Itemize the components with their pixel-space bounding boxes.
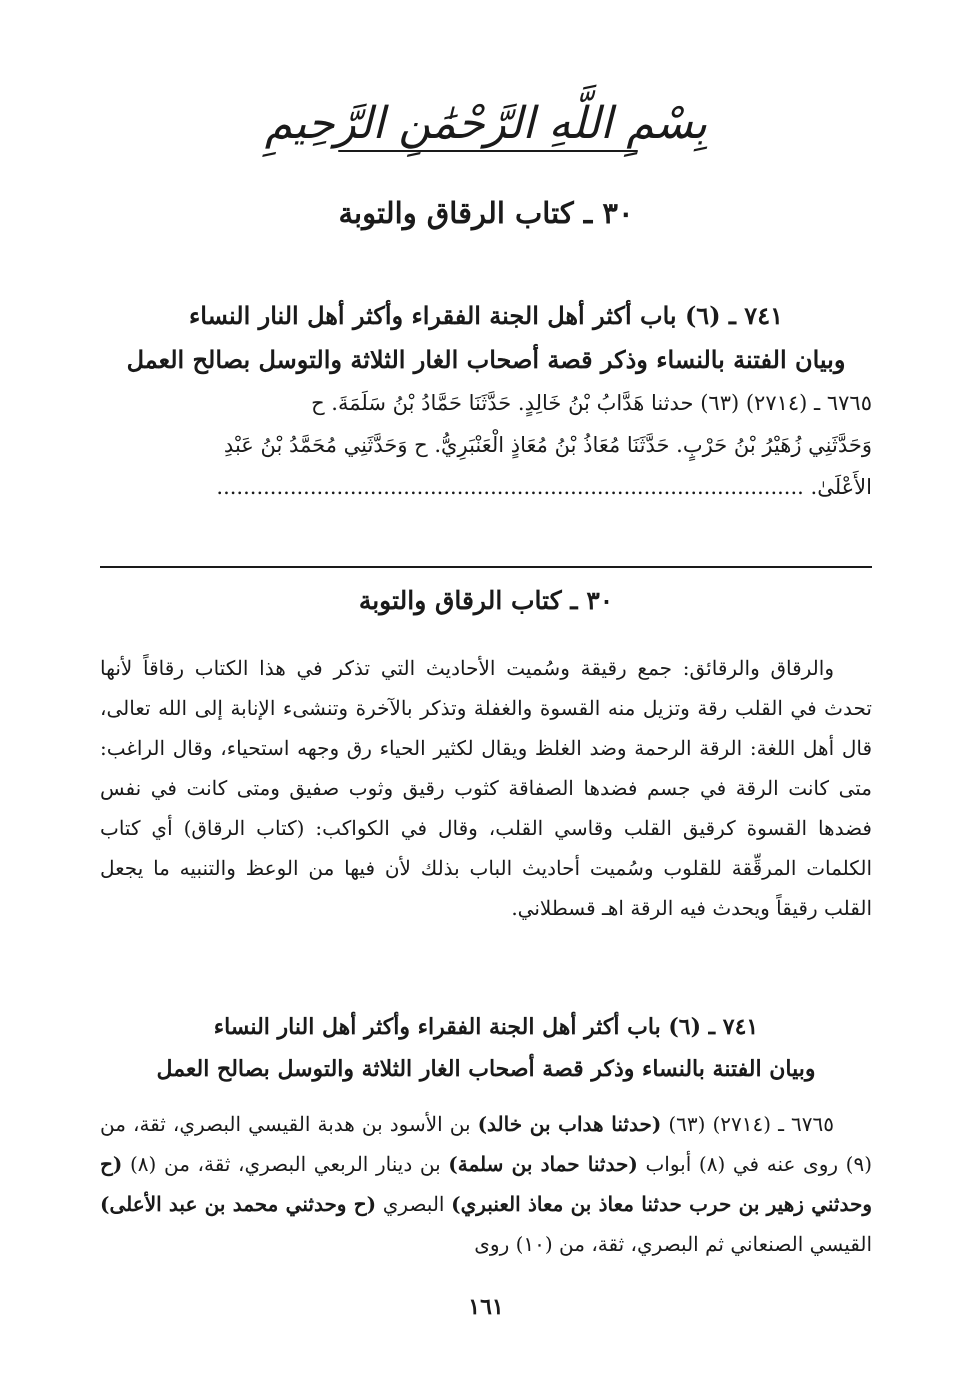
book-page: [100, 0, 872, 1383]
commentary-hadith-text: [100, 1104, 872, 1264]
matn-line3: [100, 466, 872, 508]
basmala-underline: [338, 150, 638, 152]
bab-heading-2: [100, 1006, 872, 1090]
commentary-intro: [100, 648, 872, 928]
ch-b3: (ح وحدثني زهير بن حرب حدثنا معاذ بن معاذ العنبري): [100, 1152, 872, 1216]
hadith-matn: [100, 382, 872, 508]
bab-heading-line1: ٧٤١ ـ (٦) باب أكثر أهل الجنة الفقراء وأكثر أهل النار النساء: [189, 301, 783, 330]
section-divider: [100, 566, 872, 568]
commentary-hadith: [100, 1104, 872, 1264]
bab-heading-line2: وبيان الفتنة بالنساء وذكر قصة أصحاب الغار الثلاثة والتوسل بصالح العمل: [126, 345, 846, 374]
book-title: ٣٠ ـ كتاب الرقاق والتوبة: [338, 196, 634, 230]
ch-s3: بن دينار الربعي البصري، ثقة، من (٨): [122, 1152, 449, 1176]
ch-s1: ٦٧٦٥ ـ (٢٧١٤) (٦٣): [661, 1112, 834, 1136]
ch-b4: (ح وحدثني محمد بن عبد الأعلى): [100, 1192, 377, 1216]
matn-line3-text: الأَعْلَىٰ.: [810, 475, 872, 499]
matn-line1: ٦٧٦٥ ـ (٢٧١٤) (٦٣) حدثنا هَدَّابُ بْنُ خَالِدٍ. حَدَّثَنَا حَمَّادُ بْنُ سَلَمَةَ. ح: [311, 391, 872, 415]
ch-b1: (حدثنا هداب بن خالد): [477, 1112, 662, 1136]
commentary-title: ٣٠ ـ كتاب الرقاق والتوبة: [358, 586, 614, 615]
matn-dots: ........................................................................................: [216, 475, 804, 499]
ch-b2: (حدثنا حماد بن سلمة): [448, 1152, 638, 1176]
commentary-intro-text: والرقاق والرقائق: جمع رقيقة وسُميت الأحاديث التي تذكر في هذا الكتاب رقاقاً لأنها تحدث في القلب رقة وتزيل منه القسوة والغفلة وتذكر بالآخرة وتنشىء الإنابة إلى الله تعالى، قال أهل اللغة: الرقة الرحمة وضد الغلظ ويقال لكثير الحياء رق وجهه استحياء، وقال الراغب: متى كانت الرقة في جسم فضدها الصفاقة كثوب رقيق وثوب صفيق ومتى كانت في نفس فضدها القسوة كرقيق القلب وقاسي القلب، وقال في الكواكب: (كتاب الرقاق) أي كتاب الكلمات المرقِّقة للقلوب وسُميت أحاديث الباب بذلك لأن فيها من الوعظ والتنبيه ما يجعل القلب رقيقاً ويحدث فيه الرقة اهـ قسطلاني.: [100, 656, 872, 920]
matn-line2: وَحَدَّثَنِي زُهَيْرُ بْنُ حَرْبٍ. حَدَّثَنَا مُعَاذُ بْنُ مُعَاذٍ الْعَنْبَرِيُّ. ح وَحَدَّثَنِي مُحَمَّدُ بْنُ عَبْدِ: [223, 433, 872, 457]
ch-s4: البصري: [376, 1192, 452, 1216]
bab-heading-2-line1: ٧٤١ ـ (٦) باب أكثر أهل الجنة الفقراء وأكثر أهل النار النساء: [213, 1014, 759, 1040]
basmala: بِسْمِ اللَّهِ الرَّحْمَٰنِ الرَّحِيمِ: [264, 98, 708, 149]
bab-heading: [100, 294, 872, 382]
page-number: ١٦١: [468, 1294, 504, 1320]
ch-s5: القيسي الصنعاني ثم البصري، ثقة، من (١٠) روى: [474, 1232, 872, 1256]
ch-s2: بن الأسود بن هدبة القيسي البصري، ثقة، من (٩) روى عنه في (٨) أبواب: [100, 1112, 872, 1176]
bab-heading-2-line2: وبيان الفتنة بالنساء وذكر قصة أصحاب الغار الثلاثة والتوسل بصالح العمل: [156, 1056, 816, 1082]
